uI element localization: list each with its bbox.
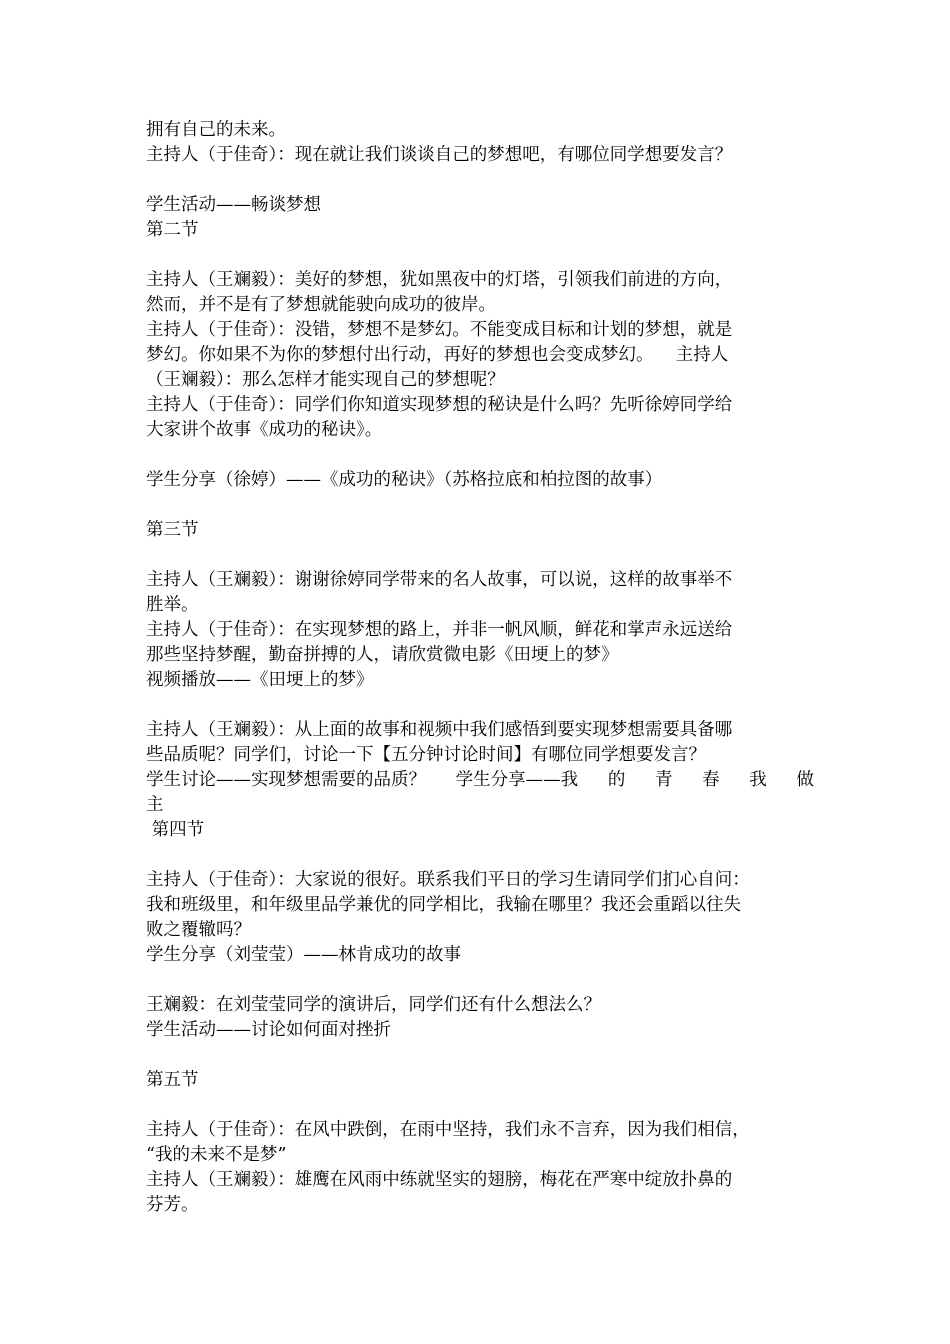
text-line: 胜举。 — [146, 595, 199, 615]
text-line: 我和班级里，和年级里品学兼优的同学相比，我输在哪里？我还会重蹈以往失 — [146, 895, 741, 915]
text-line: 主持人（王斓毅）：美好的梦想，犹如黑夜中的灯塔，引领我们前进的方向， — [146, 270, 733, 290]
text-line: 主持人（于佳奇）：现在就让我们谈谈自己的梦想吧，有哪位同学想要发言？ — [146, 145, 733, 165]
blank-line — [146, 1043, 814, 1068]
text-line: 学生分享（徐婷）——《成功的秘诀》（苏格拉底和柏拉图的故事） — [146, 470, 663, 490]
text-segment: 我 — [749, 770, 767, 790]
text-line: 王斓毅：在刘莹莹同学的演讲后，同学们还有什么想法么？ — [146, 995, 601, 1015]
blank-line — [146, 443, 814, 468]
text-line: 然而，并不是有了梦想就能驶向成功的彼岸。 — [146, 295, 496, 315]
text-segment: 春 — [702, 770, 720, 790]
text-line: 视频播放——《田埂上的梦》 — [146, 670, 374, 690]
text-line: 主持人（于佳奇）：没错，梦想不是梦幻。不能变成目标和计划的梦想，就是 — [146, 320, 733, 340]
text-line: 学生活动——讨论如何面对挫折 — [146, 1020, 391, 1040]
blank-line — [146, 843, 814, 868]
text-line: 拥有自己的未来。 — [146, 120, 286, 140]
text-segment: 学生讨论——实现梦想需要的品质？ — [146, 770, 426, 790]
text-line: 那些坚持梦醒，勤奋拼搏的人，请欣赏微电影《田埂上的梦》 — [146, 645, 619, 665]
text-line: 大家讲个故事《成功的秘诀》。 — [146, 420, 383, 440]
text-segment: 青 — [654, 770, 673, 790]
text-line: 些品质呢？同学们，讨论一下【五分钟讨论时间】有哪位同学想要发言？ — [146, 745, 706, 765]
text-segment: 的 — [607, 770, 626, 790]
text-segment: 做 — [796, 770, 814, 790]
text-line: 败之覆辙吗？ — [146, 920, 251, 940]
blank-line — [146, 543, 814, 568]
section-heading: 第五节 — [146, 1070, 199, 1090]
spaced-text-line — [146, 768, 814, 793]
text-line: 主持人（于佳奇）：在风中跌倒，在雨中坚持，我们永不言弃，因为我们相信， — [146, 1120, 750, 1140]
text-line: 学生活动——畅谈梦想 — [146, 195, 321, 215]
text-line: 主持人（王斓毅）：雄鹰在风雨中练就坚实的翅膀，梅花在严寒中绽放扑鼻的 — [146, 1170, 733, 1190]
section-heading: 第三节 — [146, 520, 199, 540]
text-line: 主持人（于佳奇）：同学们你知道实现梦想的秘诀是什么吗？先听徐婷同学给 — [146, 395, 733, 415]
blank-line — [146, 968, 814, 993]
text-segment: 学生分享——我 — [455, 770, 579, 790]
text-line: 主持人（王斓毅）：谢谢徐婷同学带来的名人故事，可以说，这样的故事举不 — [146, 570, 733, 590]
text-line: 主持人（于佳奇）：在实现梦想的路上，并非一帆风顺，鲜花和掌声永远送给 — [146, 620, 733, 640]
section-heading: 第四节 — [146, 820, 205, 840]
text-line: 主 — [146, 795, 164, 815]
text-line: （王斓毅）：那么怎样才能实现自己的梦想呢？ — [146, 370, 505, 390]
text-line: 主持人（王斓毅）：从上面的故事和视频中我们感悟到要实现梦想需要具备哪 — [146, 720, 733, 740]
section-heading: 第二节 — [146, 220, 199, 240]
text-line: 芬芳。 — [146, 1195, 199, 1215]
blank-line — [146, 1093, 814, 1118]
blank-line — [146, 693, 814, 718]
text-line: 学生分享（刘莹莹）——林肯成功的故事 — [146, 945, 461, 965]
blank-line — [146, 493, 814, 518]
text-line: “我的未来不是梦” — [146, 1145, 287, 1165]
text-line: 主持人（于佳奇）：大家说的很好。联系我们平日的学习生请同学们扪心自问： — [146, 870, 750, 890]
blank-line — [146, 243, 814, 268]
blank-line — [146, 168, 814, 193]
document-body — [146, 118, 814, 1218]
text-line: 梦幻。你如果不为你的梦想付出行动，再好的梦想也会变成梦幻。 主持人 — [146, 345, 729, 365]
